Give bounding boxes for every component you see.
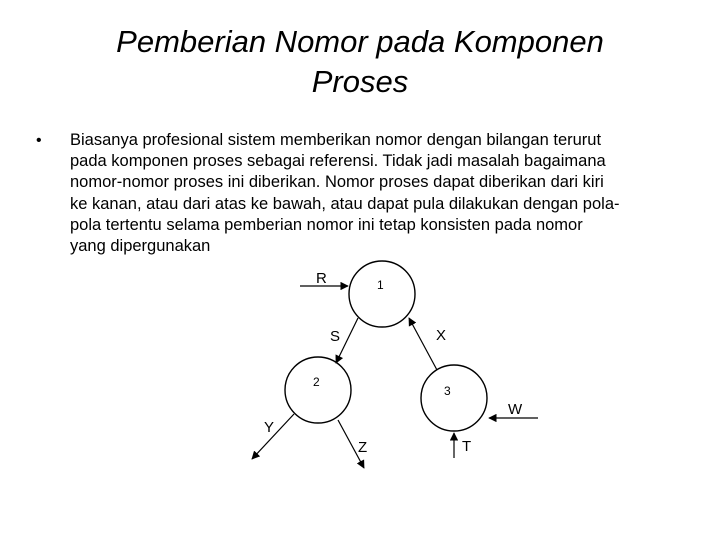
bullet-line-5: pola tertentu selama pemberian nomor ini tetap konsisten pada nomor xyxy=(70,215,583,234)
flow-label-y: Y xyxy=(264,419,275,436)
flow-label-t: T xyxy=(462,438,472,455)
bullet-marker: • xyxy=(36,132,42,149)
bullet-line-4: ke kanan, atau dari atas ke bawah, atau dapat pula dilakukan dengan pola- xyxy=(70,194,620,213)
bullet-line-2: pada komponen proses sebagai referensi. Tidak jadi masalah bagaimana xyxy=(70,152,606,171)
process-circle-3 xyxy=(421,365,487,431)
flow-label-r: R xyxy=(316,270,327,287)
process-circle-2 xyxy=(285,357,351,423)
bullet-line-3: nomor-nomor proses ini diberikan. Nomor proses dapat diberikan dari kiri xyxy=(70,173,604,192)
process-circle-1 xyxy=(349,261,415,327)
process-number-2: 2 xyxy=(313,375,320,389)
flow-label-w: W xyxy=(508,401,523,418)
title-line-1: Pemberian Nomor pada Komponen xyxy=(116,24,604,59)
bullet-line-1: Biasanya profesional sistem memberikan nomor dengan bilangan terurut xyxy=(70,131,602,149)
bullet-line-6: yang dipergunakan xyxy=(70,237,211,256)
process-number-3: 3 xyxy=(444,384,451,398)
flow-label-x: X xyxy=(436,327,447,344)
flow-label-s: S xyxy=(330,328,341,345)
flow-label-z: Z xyxy=(358,439,368,456)
title-line-2: Proses xyxy=(311,64,409,99)
flow-arrow-x xyxy=(409,318,437,370)
process-number-1: 1 xyxy=(377,278,384,292)
